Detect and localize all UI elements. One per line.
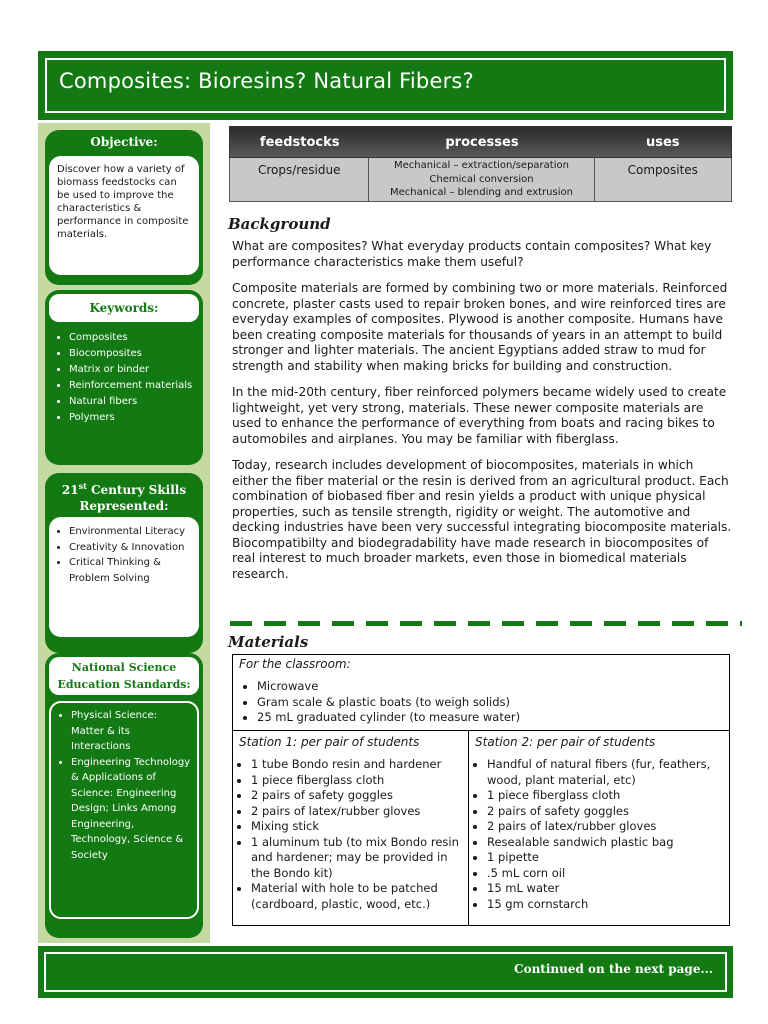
keywords-heading: Keywords: bbox=[49, 294, 199, 322]
skills-heading bbox=[45, 473, 203, 514]
station-2-item: • 15 gm cornstarch bbox=[487, 897, 723, 913]
station-2-item: • Resealable sandwich plastic bag bbox=[487, 835, 723, 851]
classroom-section bbox=[233, 655, 729, 731]
station-1-item: • 1 piece fiberglass cloth bbox=[251, 773, 462, 789]
classroom-item: • Gram scale & plastic boats (to weigh solids) bbox=[257, 695, 723, 711]
background-paragraph-1: What are composites? What everyday products contain composites? What key performance characteristics make them useful? bbox=[232, 239, 712, 269]
section-divider bbox=[230, 621, 742, 626]
station-2-item: • 2 pairs of safety goggles bbox=[487, 804, 723, 820]
keyword-item: • Natural fibers bbox=[69, 394, 199, 410]
station-2-label: Station 2: per pair of students bbox=[475, 735, 656, 749]
keyword-item: • Composites bbox=[69, 330, 199, 346]
background-paragraph-2: Composite materials are formed by combining two or more materials. Reinforced concrete, plaster casts used to repair broken bones, and wire reinforced tires are everyday examples of composites. Plywood is another composite. Humans have been creating composite materials for thousands of years in an attempt to build stronger and lighter materials. The ancient Egyptians added straw to mud for strength and stability when making bricks for building and construction. bbox=[232, 281, 728, 373]
objective-text: Discover how a variety of biomass feedstocks can be used to improve the characteristics & performance in composite materials. bbox=[49, 156, 199, 275]
use-cell: Composites bbox=[627, 163, 698, 177]
processes-cell bbox=[369, 158, 594, 201]
skill-item: • Environmental Literacy bbox=[69, 524, 193, 540]
footer-banner bbox=[38, 946, 733, 998]
continued-note: Continued on the next page... bbox=[514, 962, 713, 976]
classroom-item: • Microwave bbox=[257, 679, 723, 695]
title-banner bbox=[38, 51, 733, 120]
feedstock-cell: Crops/residue bbox=[230, 158, 369, 201]
objective-heading: Objective: bbox=[90, 135, 158, 149]
skills-heading-sup: st bbox=[78, 481, 87, 491]
classroom-item: • 25 mL graduated cylinder (to measure water) bbox=[257, 710, 723, 726]
keyword-item: • Polymers bbox=[69, 410, 199, 426]
process-2: Chemical conversion bbox=[429, 173, 534, 185]
station-1-item: • 1 tube Bondo resin and hardener bbox=[251, 757, 462, 773]
flow-table bbox=[229, 126, 732, 202]
skills-body bbox=[49, 517, 199, 637]
skill-item: • Creativity & Innovation bbox=[69, 540, 193, 556]
standard-item: • Physical Science: Matter & its Interactions bbox=[71, 708, 191, 755]
skills-heading-text: Century Skills Represented: bbox=[79, 483, 187, 513]
standards-box bbox=[45, 653, 203, 938]
objective-box bbox=[45, 130, 203, 285]
flow-table-row bbox=[229, 158, 732, 202]
keyword-item: • Reinforcement materials bbox=[69, 378, 199, 394]
header-processes: processes bbox=[445, 134, 519, 150]
skills-heading-number: 21 bbox=[61, 483, 79, 497]
station-1-item: • Mixing stick bbox=[251, 819, 462, 835]
skill-item: • Critical Thinking & Problem Solving bbox=[69, 555, 193, 586]
background-text bbox=[232, 239, 732, 582]
background-paragraph-4: Today, research includes development of biocomposites, materials in which either the fiber material or the resin is derived from an agricultural product. Each combination of biobased fiber and resin yields a product with unique physical properties, such as tensile strength, rigidity or weight. The automotive and decking industries have been very successful integrating biocomposite materials. Biocompatibilty and biodegradability have made research in biocomposites of real interest to much broader markets, even those in biomedical materials research. bbox=[232, 458, 732, 581]
materials-table bbox=[232, 654, 730, 926]
background-paragraph-3: In the mid-20th century, fiber reinforced polymers became widely used to create lightweight, yet very strong, materials. These newer composite materials are used to enhance the performance of everything from boats and racing bikes to automobiles and airplanes. You may be familiar with fiberglass. bbox=[232, 385, 727, 446]
flow-table-header bbox=[229, 126, 732, 158]
process-1: Mechanical – extraction/separation bbox=[394, 160, 569, 171]
background-heading: Background bbox=[228, 215, 331, 233]
station-1-item: • 2 pairs of safety goggles bbox=[251, 788, 462, 804]
standards-body bbox=[49, 701, 199, 919]
skills-box bbox=[45, 473, 203, 653]
standard-item: • Engineering Technology & Applications of Science: Engineering Design; Links Among Engineering, Technology, Science & Society bbox=[71, 755, 191, 864]
header-uses: uses bbox=[645, 134, 680, 150]
classroom-label: For the classroom: bbox=[239, 657, 351, 671]
page-title: Composites: Bioresins? Natural Fibers? bbox=[59, 69, 474, 93]
station-1-section bbox=[233, 731, 469, 925]
station-2-item: • 2 pairs of latex/rubber gloves bbox=[487, 819, 723, 835]
station-1-item: • Material with hole to be patched (cardboard, plastic, wood, etc.) bbox=[251, 881, 462, 912]
station-2-section bbox=[469, 731, 729, 925]
keyword-item: • Matrix or binder bbox=[69, 362, 199, 378]
materials-heading: Materials bbox=[228, 633, 309, 651]
process-3: Mechanical – blending and extrusion bbox=[390, 187, 573, 198]
station-1-label: Station 1: per pair of students bbox=[239, 735, 420, 749]
station-2-item: • Handful of natural fibers (fur, feathers, wood, plant material, etc) bbox=[487, 757, 723, 788]
station-1-item: • 2 pairs of latex/rubber gloves bbox=[251, 804, 462, 820]
station-1-item: • 1 aluminum tub (to mix Bondo resin and hardener; may be provided in the Bondo kit) bbox=[251, 835, 462, 882]
station-2-item: • 15 mL water bbox=[487, 881, 723, 897]
classroom-list bbox=[239, 679, 723, 726]
station-1-list bbox=[239, 757, 462, 912]
keywords-list bbox=[49, 330, 199, 426]
station-2-item: • 1 pipette bbox=[487, 850, 723, 866]
header-feedstocks: feedstocks bbox=[259, 134, 340, 150]
station-2-item: • 1 piece fiberglass cloth bbox=[487, 788, 723, 804]
keywords-box bbox=[45, 290, 203, 465]
keyword-item: • Biocomposites bbox=[69, 346, 199, 362]
standards-list bbox=[57, 708, 191, 863]
standards-heading: National Science Education Standards: bbox=[49, 657, 199, 695]
station-2-list bbox=[475, 757, 723, 912]
skills-list bbox=[55, 524, 193, 586]
station-2-item: • .5 mL corn oil bbox=[487, 866, 723, 882]
sidebar bbox=[38, 123, 210, 943]
